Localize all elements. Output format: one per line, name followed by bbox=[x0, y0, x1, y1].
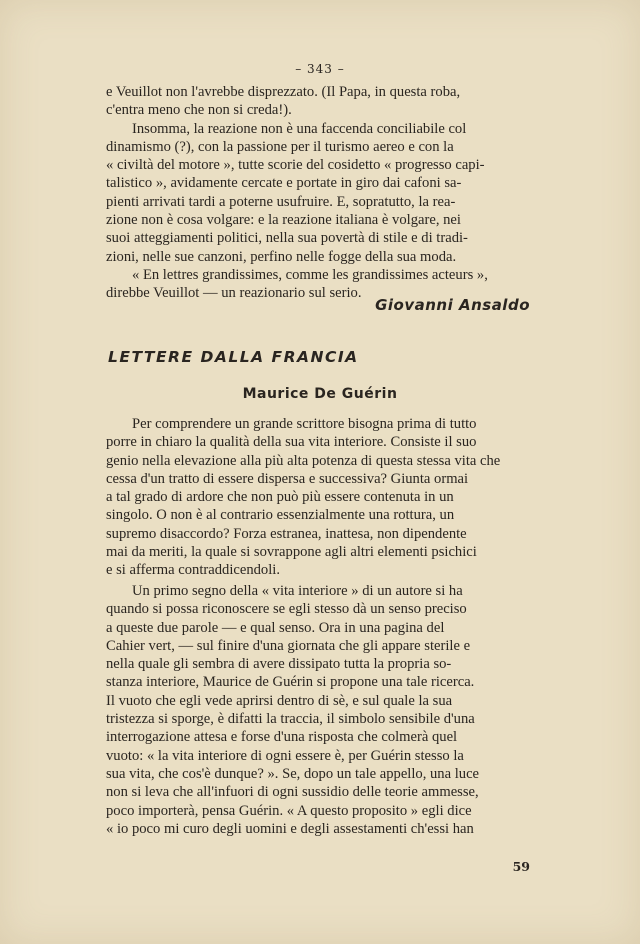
article-subtitle: Maurice De Guérin bbox=[242, 386, 398, 402]
text-line: talistico », avidamente cercate e portate in giro dai cafoni sa- bbox=[106, 175, 462, 192]
text-line: Un primo segno della « vita interiore » di un autore si ha bbox=[132, 583, 463, 599]
text-line: Per comprendere un grande scrittore bisogna prima di tutto bbox=[132, 416, 477, 432]
text-line: porre in chiaro la qualità della sua vita interiore. Consiste il suo bbox=[106, 434, 477, 451]
paragraph-block-reazione bbox=[106, 83, 530, 303]
text-line: supremo disaccordo? Forza estranea, inattesa, non dipendente bbox=[106, 525, 467, 542]
text-line: Insomma, la reazione non è una faccenda conciliabile col bbox=[132, 120, 467, 137]
text-line: zioni, nelle sue canzoni, perfino nelle fogge della sua moda. bbox=[106, 248, 457, 265]
text-line: c'entra meno che non si creda!). bbox=[106, 102, 292, 119]
text-line: stanza interiore, Maurice de Guérin si propone una tale ricerca. bbox=[106, 674, 475, 691]
section-title: LETTERE DALLA FRANCIA bbox=[108, 348, 359, 366]
text-line: zione non è cosa volgare: e la reazione italiana è volgare, nei bbox=[106, 212, 461, 229]
text-line: genio nella elevazione alla più alta potenza di questa stessa vita che bbox=[106, 452, 501, 469]
text-line: singolo. O non è al contrario essenzialmente una rottura, un bbox=[106, 507, 455, 524]
text-line: poco importerà, pensa Guérin. « A questo proposito » egli dice bbox=[106, 802, 472, 819]
page-number: 59 bbox=[512, 859, 530, 874]
text-line: mai da meriti, la quale si sovrappone agli altri elementi psichici bbox=[106, 544, 477, 561]
text-line: pienti arrivati tardi a poterne usufruire. E, sopratutto, la rea- bbox=[106, 193, 456, 210]
text-line: a tal grado di ardore che non può più essere contenuta in un bbox=[106, 489, 454, 506]
text-line: nella quale gli sembra di avere dissipato tutta la propria so- bbox=[106, 656, 452, 673]
text-line: « En lettres grandissimes, comme les grandissimes acteurs », bbox=[132, 266, 488, 283]
paragraph-block-vita-interiore bbox=[106, 415, 530, 580]
text-line: suoi atteggiamenti politici, nella sua povertà di stile e di tradi- bbox=[106, 230, 468, 247]
text-line: e si afferma contraddicendoli. bbox=[106, 562, 280, 579]
text-line: a queste due parole — e qual senso. Ora in una pagina del bbox=[106, 619, 445, 636]
text-line: sua vita, che cos'è dunque? ». Se, dopo un tale appello, una luce bbox=[106, 765, 480, 782]
text-line: tristezza si sporge, è difatti la traccia, il simbolo sensibile d'una bbox=[106, 711, 475, 728]
text-line: direbbe Veuillot — un reazionario sul serio. bbox=[106, 285, 362, 302]
text-line: Cahier vert, — sul finire d'una giornata che gli appare sterile e bbox=[106, 637, 471, 654]
text-line: « io poco mi curo degli uomini e degli assestamenti ch'essi han bbox=[106, 820, 474, 837]
page-header-number: – 343 – bbox=[295, 62, 345, 76]
text-line: dinamismo (?), con la passione per il turismo aereo e con la bbox=[106, 138, 454, 155]
text-line: vuoto: « la vita interiore di ogni essere è, per Guérin stesso la bbox=[106, 747, 464, 764]
paragraph-block-cahier-vert bbox=[106, 582, 530, 838]
text-line: interrogazione attesa e forse d'una risposta che colmerà quel bbox=[106, 729, 458, 746]
text-line: cessa d'un tratto di essere dispersa e successiva? Giunta ormai bbox=[106, 470, 469, 487]
text-line: « civiltà del motore », tutte scorie del cosidetto « progresso capi- bbox=[106, 157, 485, 174]
text-line: non si leva che all'infuori di ogni sussidio delle teorie ammesse, bbox=[106, 784, 479, 801]
text-line: Il vuoto che egli vede aprirsi dentro di sè, e sul quale la sua bbox=[106, 692, 453, 709]
text-line: e Veuillot non l'avrebbe disprezzato. (Il Papa, in questa roba, bbox=[106, 84, 461, 100]
author-signature: Giovanni Ansaldo bbox=[375, 296, 530, 314]
text-line: quando si possa riconoscere se egli stesso dà un senso preciso bbox=[106, 601, 467, 618]
